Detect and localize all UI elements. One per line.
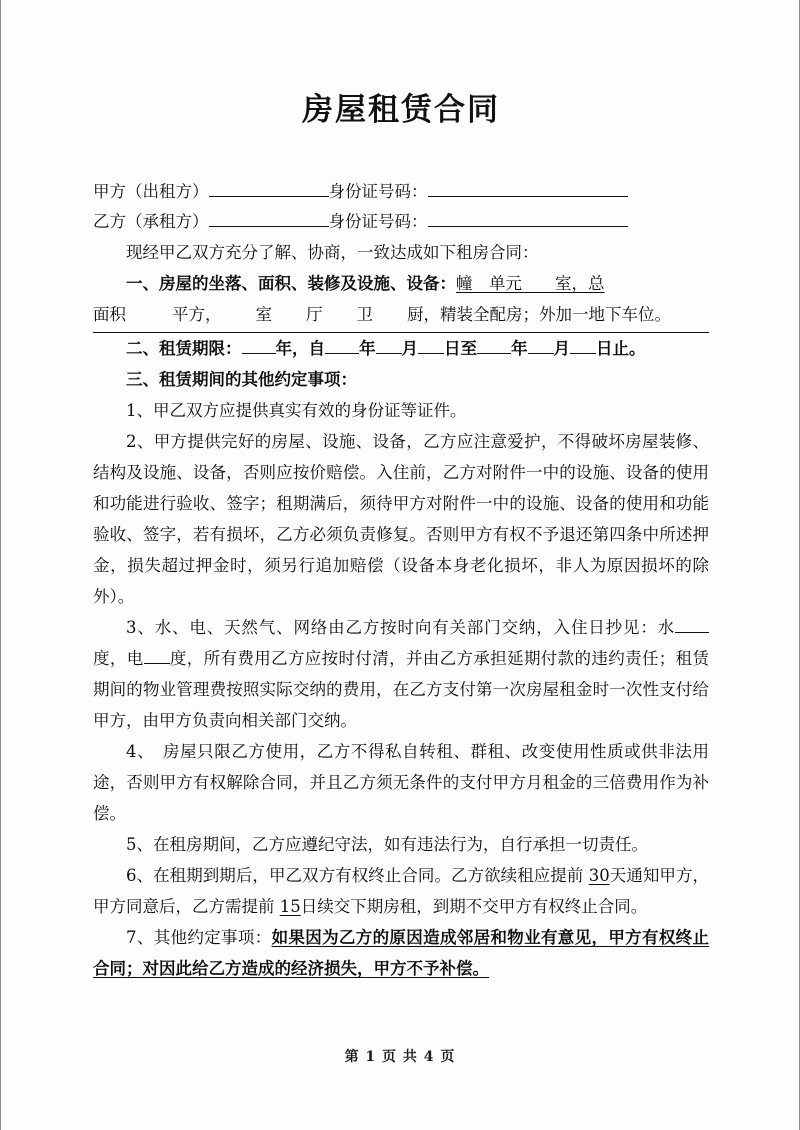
- area-unit-label: 平方，: [172, 305, 222, 325]
- clause-7-number: 7、: [126, 928, 154, 948]
- tenant-id-field[interactable]: [428, 210, 628, 228]
- clause-2-text: 甲方提供完好的房屋、设施、设备，乙方应注意爱护，不得破坏房屋装修、结构及设施、设备，否则应按价赔偿。入住前，乙方对附件一中的设施、设备的使用和功能进行验收、签字；租期满后，须待甲方对附件一中的设施、设备的使用和功能验收、签字，若有损坏，乙方必须负责修复。否则甲方有权不予退还第四条中所述押金，损失超过押金时，须另行追加赔偿（设备本身老化损坏，非人为原因损坏的除外）。: [93, 432, 710, 607]
- end-day-field[interactable]: [570, 337, 596, 355]
- clause-7-filled-text[interactable]: 如果因为乙方的原因造成邻居和物业有意见，甲方有权终止合同；对因此给乙方造成的经济损失，甲方不予补偿。: [93, 928, 710, 979]
- clause-5-text: 在租房期间，乙方应遵纪守法，如有违法行为，自行承担一切责任。: [153, 835, 648, 855]
- clause-4-number: 4、: [126, 742, 146, 762]
- clause-3-number: 3、: [126, 618, 155, 638]
- clause-6-number: 6、: [126, 866, 154, 886]
- clause-3-text-part1: 水、电、天然气、网络由乙方按时向有关部门交纳，入住日抄见：: [154, 618, 658, 638]
- clause-5-number: 5、: [126, 835, 153, 855]
- clause-4-text: 房屋只限乙方使用，乙方不得私自转租、群租、改变使用性质或供非法用途，否则甲方有权解除合同，并且乙方须无条件的支付甲方月租金的三倍费用作为补偿。: [93, 742, 710, 824]
- end-month-label: 月: [553, 339, 570, 359]
- water-reading-field[interactable]: [675, 616, 709, 634]
- renew-notice-days-value[interactable]: 30: [588, 866, 610, 886]
- page-title: 房屋租赁合同: [302, 92, 500, 128]
- landlord-row: [93, 177, 709, 207]
- clause-3: [93, 612, 709, 736]
- section-3-heading: 租赁期间的其他约定事项：: [159, 370, 357, 390]
- landlord-name-field[interactable]: [209, 180, 329, 198]
- clause-6-text-part1: 在租期到期后，甲乙双方有权终止合同。乙方欲续租应提前: [153, 866, 584, 886]
- start-year-label: 年: [359, 339, 376, 359]
- landlord-id-label: 身份证号码：: [328, 182, 428, 202]
- water-reading-label: 水: [657, 618, 675, 638]
- electric-reading-field[interactable]: [144, 647, 170, 665]
- section-2-number: 二、: [126, 339, 159, 359]
- landlord-label: 甲方（出租方）: [93, 182, 209, 202]
- page-footer: 第 1 页 共 4 页: [344, 1049, 456, 1065]
- end-month-field[interactable]: [528, 337, 554, 355]
- start-month-field[interactable]: [376, 337, 402, 355]
- prepay-days-value[interactable]: 15: [279, 897, 301, 917]
- electric-reading-unit: 度，: [169, 649, 204, 669]
- clause-7: [93, 922, 709, 984]
- water-reading-unit: 度，: [93, 649, 127, 669]
- electric-reading-label: 电: [126, 649, 144, 669]
- lease-term-years-field[interactable]: [242, 337, 276, 355]
- clause-6-text-part2: 天通知甲方，甲方同意后，乙方需提前: [93, 866, 710, 917]
- tenant-row: [93, 207, 709, 237]
- start-day-field[interactable]: [418, 337, 444, 355]
- clause-1: [93, 395, 709, 426]
- clause-6-text-part3: 日续交下期房租，到期不交甲方有权终止合同。: [300, 897, 648, 917]
- page-sheet: [1, 0, 800, 984]
- total-area-label: 面积: [93, 305, 126, 325]
- kitchen-label: 厨，: [407, 305, 440, 325]
- section-1-paragraph: [93, 268, 709, 299]
- bath-label: 卫: [356, 305, 373, 325]
- clause-2: [93, 426, 709, 612]
- bedroom-label: 室: [255, 305, 272, 325]
- tenant-name-field[interactable]: [209, 210, 329, 228]
- living-label: 厅: [306, 305, 323, 325]
- clause-1-number: 1、: [126, 401, 153, 421]
- section-1-line2: [93, 299, 709, 333]
- section-1-tail: 精装全配房；外加一地下车位。: [440, 305, 671, 325]
- tenant-id-label: 身份证号码：: [328, 212, 428, 232]
- lease-term-year-unit: 年，自: [275, 339, 325, 359]
- clause-7-label: 其他约定事项：: [153, 928, 272, 948]
- end-year-label: 年: [511, 339, 528, 359]
- section-2-paragraph: [93, 333, 709, 364]
- end-day-label: 日止。: [596, 339, 646, 359]
- clause-1-text: 甲乙双方应提供真实有效的身份证等证件。: [153, 401, 467, 421]
- clause-5: [93, 829, 709, 860]
- section-1-number: 一、: [126, 274, 159, 294]
- clause-3-text-part2: 所有费用乙方应按时付清，并由乙方承担延期付款的违约责任；租赁期间的物业管理费按照实际交纳的费用，在乙方支付第一次房屋租金时一次性支付给甲方，由甲方负责向相关部门交纳。: [93, 649, 710, 731]
- clause-2-number: 2、: [126, 432, 154, 452]
- landlord-id-field[interactable]: [428, 180, 628, 198]
- section-3-paragraph: [93, 364, 709, 395]
- section-3-number: 三、: [126, 370, 159, 390]
- clause-4: [93, 736, 709, 829]
- start-day-label: 日至: [444, 339, 477, 359]
- end-year-field[interactable]: [477, 337, 511, 355]
- tenant-label: 乙方（承租方）: [93, 212, 209, 232]
- section-2-heading: 租赁期限：: [159, 339, 242, 359]
- preamble-paragraph: 现经甲乙双方充分了解、协商，一致达成如下租房合同：: [126, 243, 539, 263]
- section-1-heading: 房屋的坐落、面积、装修及设施、设备：: [159, 274, 456, 294]
- parties-block: [93, 177, 709, 237]
- clause-6: [93, 860, 709, 922]
- section-1-fill-line1[interactable]: 幢 单元 室，总: [456, 274, 605, 294]
- start-month-label: 月: [401, 339, 418, 359]
- start-year-field[interactable]: [325, 337, 359, 355]
